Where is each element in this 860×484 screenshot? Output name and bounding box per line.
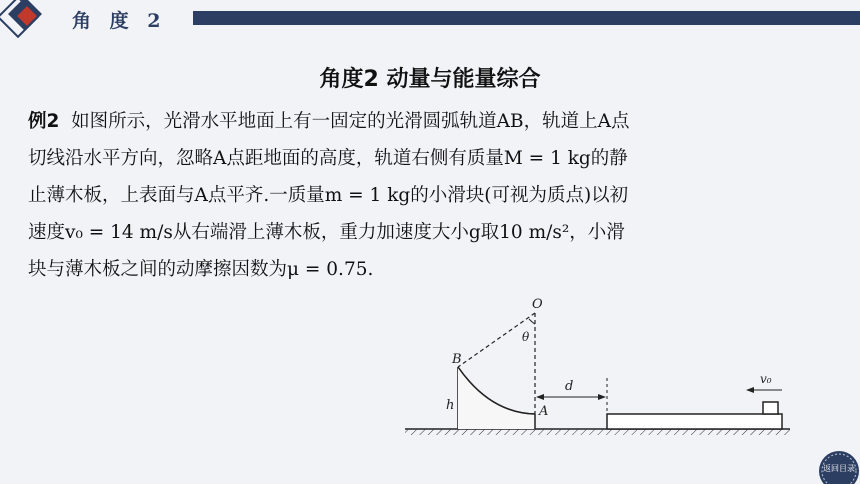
label-o: O xyxy=(532,297,543,312)
header-bar xyxy=(193,11,860,25)
header xyxy=(0,0,860,46)
wooden-board xyxy=(607,414,782,429)
problem-line-4: 速度v₀ = 14 m/s从右端滑上薄木板，重力加速度大小g取10 m/s²，小滑 xyxy=(28,222,625,243)
problem-line-2: 切线沿水平方向，忽略A点距地面的高度，轨道右侧有质量M = 1 kg的静 xyxy=(28,148,628,169)
label-theta: θ xyxy=(522,330,530,344)
slider-block xyxy=(763,402,778,414)
problem-label: 例2 xyxy=(28,111,60,132)
label-h: h xyxy=(446,398,455,413)
label-d: d xyxy=(565,379,574,394)
header-title: 角 度 2 xyxy=(72,10,167,32)
label-a: A xyxy=(539,404,549,419)
physics-diagram xyxy=(400,293,800,443)
ground-hatch xyxy=(405,429,790,435)
back-button-label: 返回目录 xyxy=(823,464,855,473)
problem-line-1 xyxy=(28,103,838,140)
problem-line-text: 如图所示，光滑水平地面上有一固定的光滑圆弧轨道AB，轨道上A点 xyxy=(71,111,630,132)
problem-line-3: 止薄木板，上表面与A点平齐.一质量m = 1 kg的小滑块(可视为质点)以初 xyxy=(28,185,629,206)
problem-text xyxy=(28,103,838,288)
theta-arc xyxy=(529,319,535,324)
label-b: B xyxy=(452,352,462,367)
track-fill xyxy=(458,367,535,429)
label-v0: v₀ xyxy=(760,372,772,386)
problem-line-5: 块与薄木板之间的动摩擦因数为μ = 0.75. xyxy=(28,259,374,280)
section-title: 角度2 动量与能量综合 xyxy=(319,67,541,92)
